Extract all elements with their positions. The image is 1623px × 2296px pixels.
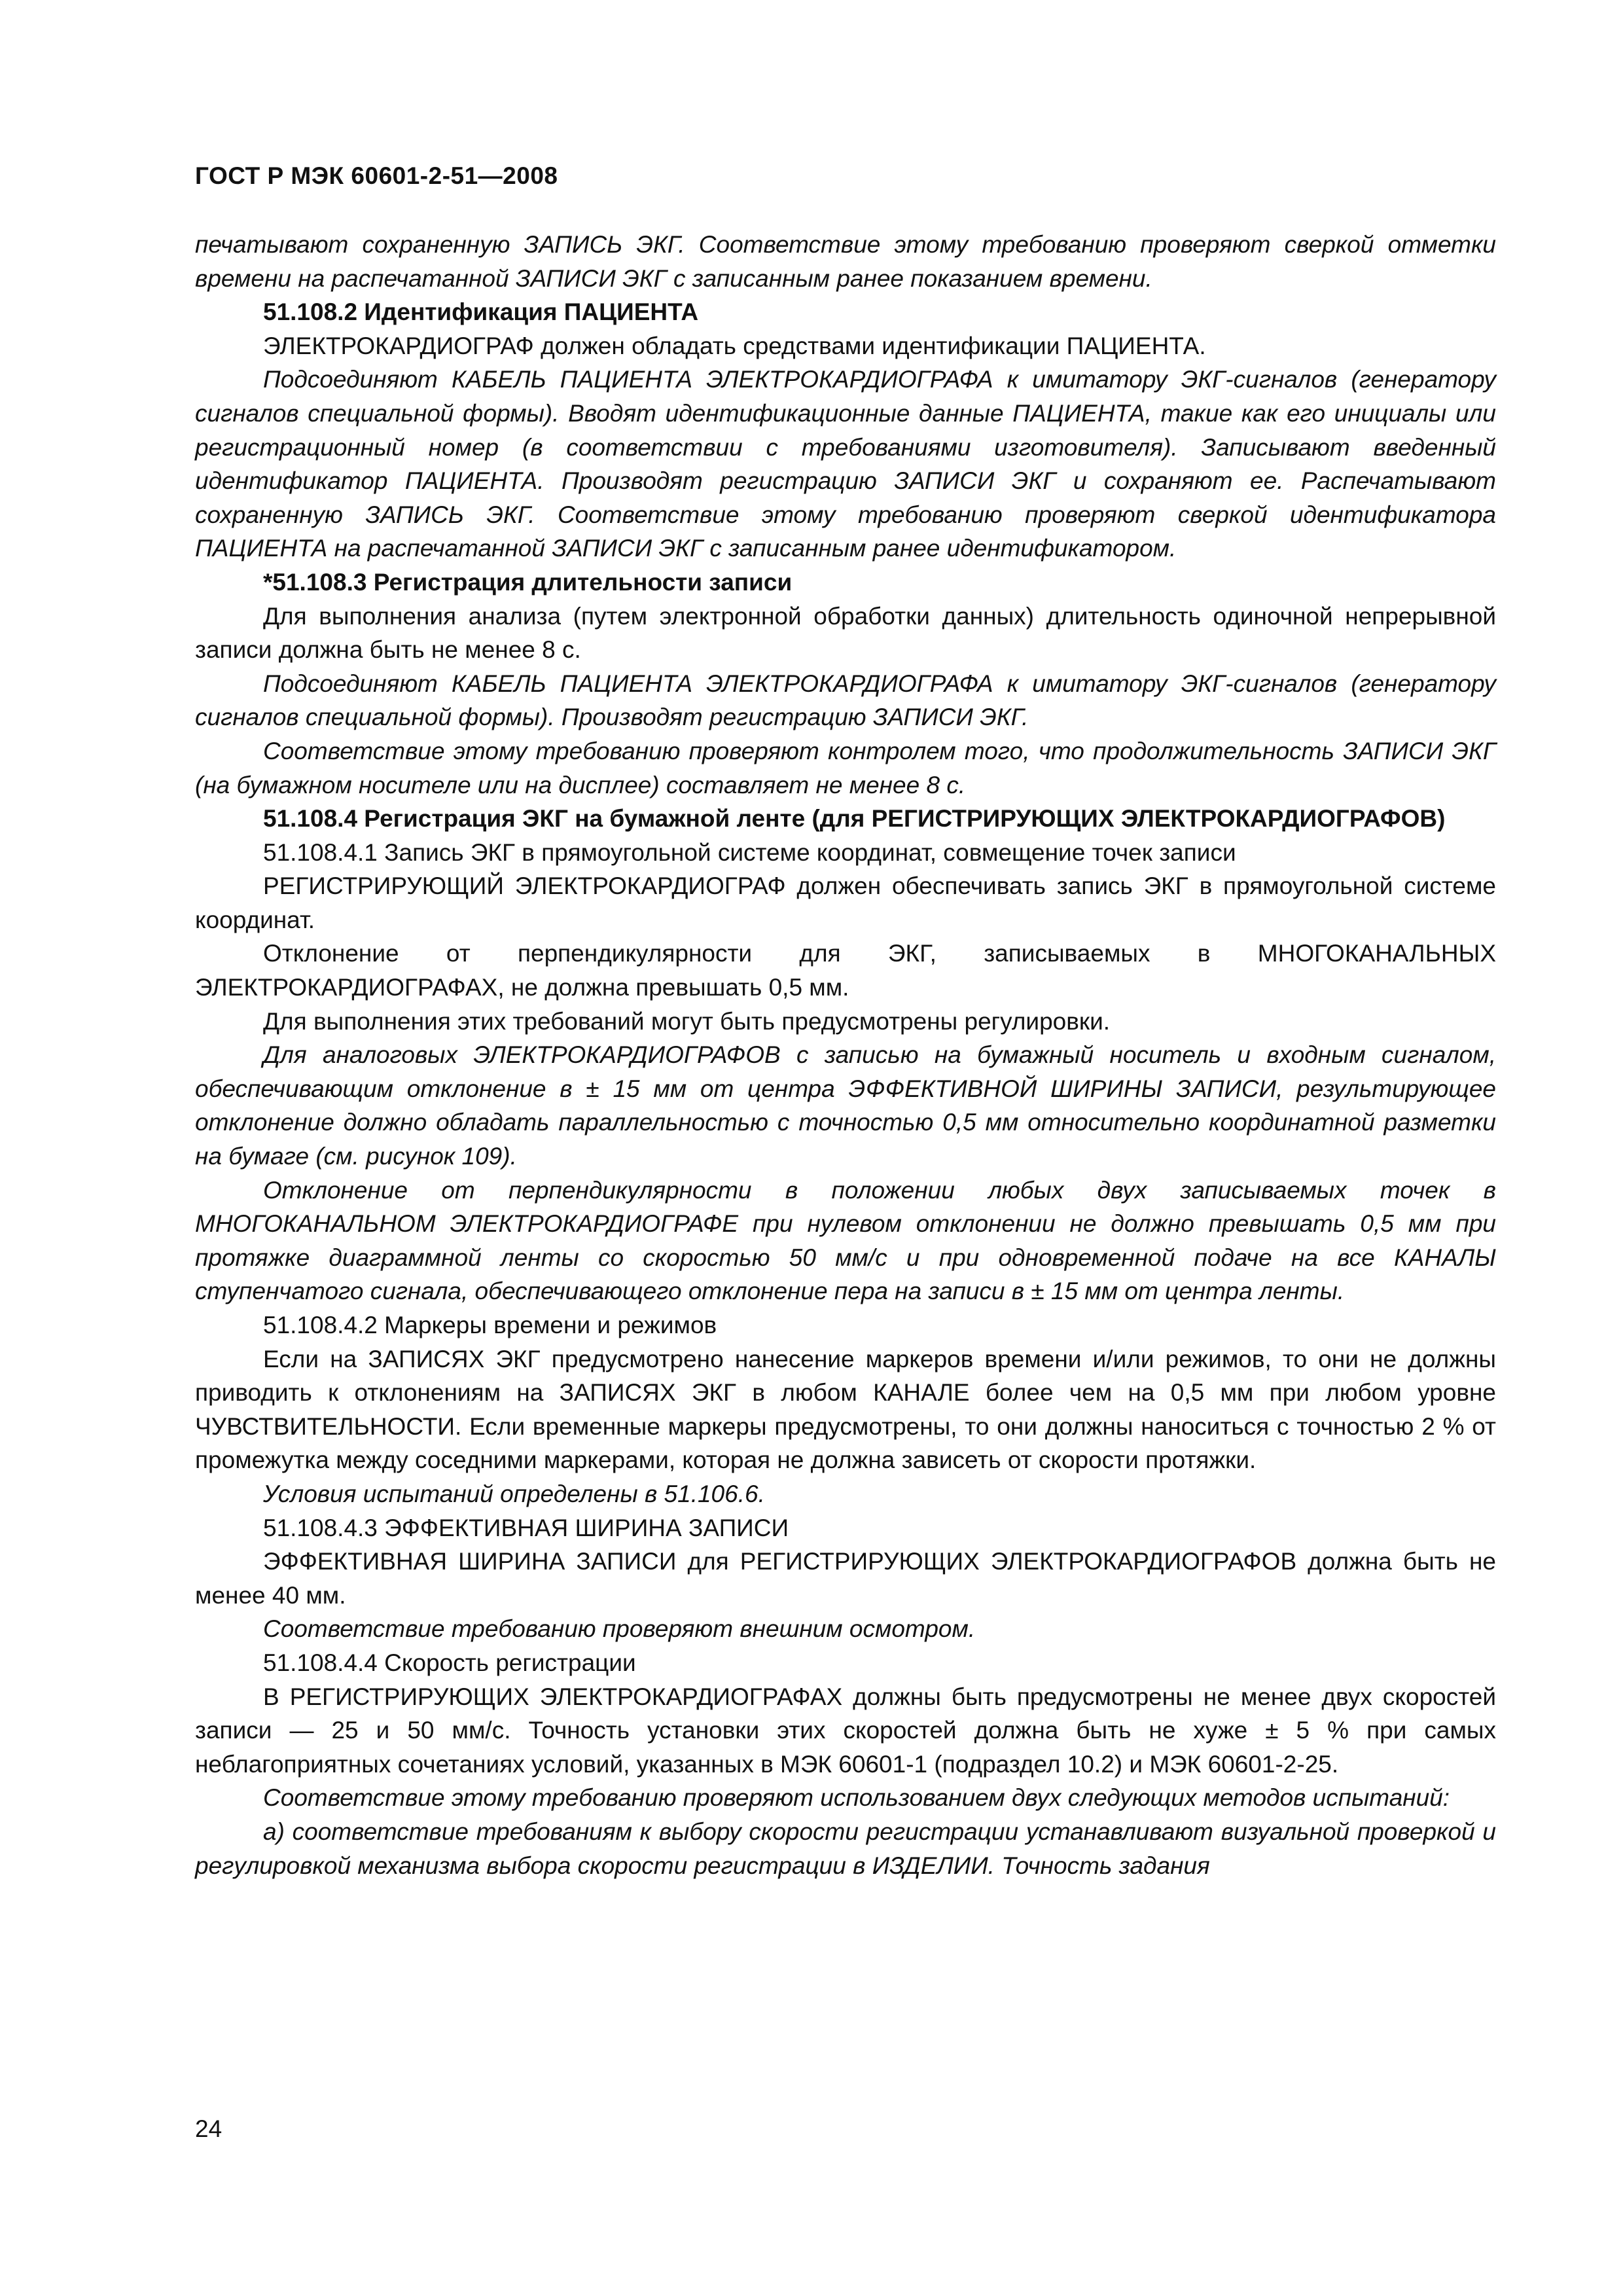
paragraph: Отклонение от перпендикулярности для ЭКГ, записываемых в МНОГОКАНАЛЬНЫХ ЭЛЕКТРОКАРДИОГРАФАХ, не должна превышать 0,5 мм. [195,940,1496,1001]
paragraph: Соответствие этому требованию проверяют использованием двух следующих методов испытаний: [263,1784,1450,1812]
subsection-heading: 51.108.4.4 Скорость регистрации [263,1649,636,1676]
paragraph: Отклонение от перпендикулярности в положении любых двух записываемых точек в МНОГОКАНАЛЬНОМ ЭЛЕКТРОКАРДИОГРАФЕ при нулевом отклонении не должно превышать 0,5 мм при протяжке диаграммной ленты со скоростью 50 мм/с и при одновременной подаче на все КАНАЛЫ ступенчатого сигнала, обеспечивающего отклонение пера на записи в ± 15 мм от центра ленты. [195,1176,1496,1305]
paragraph: Если на ЗАПИСЯХ ЭКГ предусмотрено нанесение маркеров времени и/или режимов, то они не должны приводить к отклонениям на ЗАПИСЯХ ЭКГ в любом КАНАЛЕ более чем на 0,5 мм при любом уровне ЧУВСТВИТЕЛЬНОСТИ. Если временные маркеры предусмотрены, то они должны наноситься с точностью 2 % от промежутка между соседними маркерами, которая не должна зависеть от скорости протяжки. [195,1345,1496,1474]
section-heading: *51.108.3 Регистрация длительности записи [263,568,793,596]
section-heading: 51.108.4 Регистрация ЭКГ на бумажной ленте (для РЕГИСТРИРУЮЩИХ ЭЛЕКТРОКАРДИОГРАФОВ) [263,805,1446,833]
paragraph: Подсоединяют КАБЕЛЬ ПАЦИЕНТА ЭЛЕКТРОКАРДИОГРАФА к имитатору ЭКГ-сигналов (генератору сигналов специальной формы). Производят регистрацию ЗАПИСИ ЭКГ. [195,670,1496,731]
document-body [195,228,1496,1882]
paragraph: ЭЛЕКТРОКАРДИОГРАФ должен обладать средствами идентификации ПАЦИЕНТА. [263,332,1206,359]
paragraph: Для выполнения анализа (путем электронной обработки данных) длительность одиночной непрерывной записи должна быть не менее 8 с. [195,602,1496,664]
paragraph: Для выполнения этих требований могут быть предусмотрены регулировки. [263,1007,1111,1035]
section-heading: 51.108.2 Идентификация ПАЦИЕНТА [263,298,699,326]
paragraph: Соответствие этому требованию проверяют контролем того, что продолжительность ЗАПИСИ ЭКГ (на бумажном носителе или на дисплее) составляет не менее 8 с. [195,737,1496,798]
subsection-heading: 51.108.4.1 Запись ЭКГ в прямоугольной системе координат, совмещение точек записи [263,838,1236,866]
paragraph: В РЕГИСТРИРУЮЩИХ ЭЛЕКТРОКАРДИОГРАФАХ должны быть предусмотрены не менее двух скоростей записи — 25 и 50 мм/с. Точность установки этих скоростей должна быть не хуже ± 5 % при самых неблагоприятных сочетаниях условий, указанных в МЭК 60601-1 (подраздел 10.2) и МЭК 60601-2-25. [195,1683,1496,1778]
paragraph: РЕГИСТРИРУЮЩИЙ ЭЛЕКТРОКАРДИОГРАФ должен обеспечивать запись ЭКГ в прямоугольной системе координат. [195,872,1496,933]
subsection-heading: 51.108.4.2 Маркеры времени и режимов [263,1312,717,1338]
paragraph: а) соответствие требованиям к выбору скорости регистрации устанавливают визуальной проверкой и регулировкой механизма выбора скорости регистрации в ИЗДЕЛИИ. Точность задания [195,1818,1496,1879]
paragraph: ЭФФЕКТИВНАЯ ШИРИНА ЗАПИСИ для РЕГИСТРИРУЮЩИХ ЭЛЕКТРОКАРДИОГРАФОВ должна быть не менее 40 мм. [195,1548,1496,1609]
paragraph: Для аналоговых ЭЛЕКТРОКАРДИОГРАФОВ с записью на бумажный носитель и входным сигналом, обеспечивающим отклонение в ± 15 мм от центра ЭФФЕКТИВНОЙ ШИРИНЫ ЗАПИСИ, результирующее отклонение должно обладать параллельностью с точностью 0,5 мм относительно координатной разметки на бумаге (см. рисунок 109). [195,1041,1496,1170]
paragraph: Подсоединяют КАБЕЛЬ ПАЦИЕНТА ЭЛЕКТРОКАРДИОГРАФА к имитатору ЭКГ-сигналов (генератору сигналов специальной формы). Вводят идентификационные данные ПАЦИЕНТА, такие как его инициалы или регистрационный номер (в соответствии с требованиями изготовителя). Записывают введенный идентификатор ПАЦИЕНТА. Производят регистрацию ЗАПИСИ ЭКГ и сохраняют ее. Распечатывают сохраненную ЗАПИСЬ ЭКГ. Соответствие этому требованию проверяют сверкой идентификатора ПАЦИЕНТА на распечатанной ЗАПИСИ ЭКГ с записанным ранее идентификатором. [195,366,1496,562]
subsection-heading: 51.108.4.3 ЭФФЕКТИВНАЯ ШИРИНА ЗАПИСИ [263,1514,789,1541]
page-header-title: ГОСТ Р МЭК 60601-2-51—2008 [195,162,558,189]
paragraph: печатывают сохраненную ЗАПИСЬ ЭКГ. Соответствие этому требованию проверяют сверкой отметки времени на распечатанной ЗАПИСИ ЭКГ с записанным ранее показанием времени. [195,231,1496,292]
paragraph: Условия испытаний определены в 51.106.6. [263,1480,765,1507]
paragraph: Соответствие требованию проверяют внешним осмотром. [263,1615,976,1643]
page-number: 24 [195,2115,223,2142]
